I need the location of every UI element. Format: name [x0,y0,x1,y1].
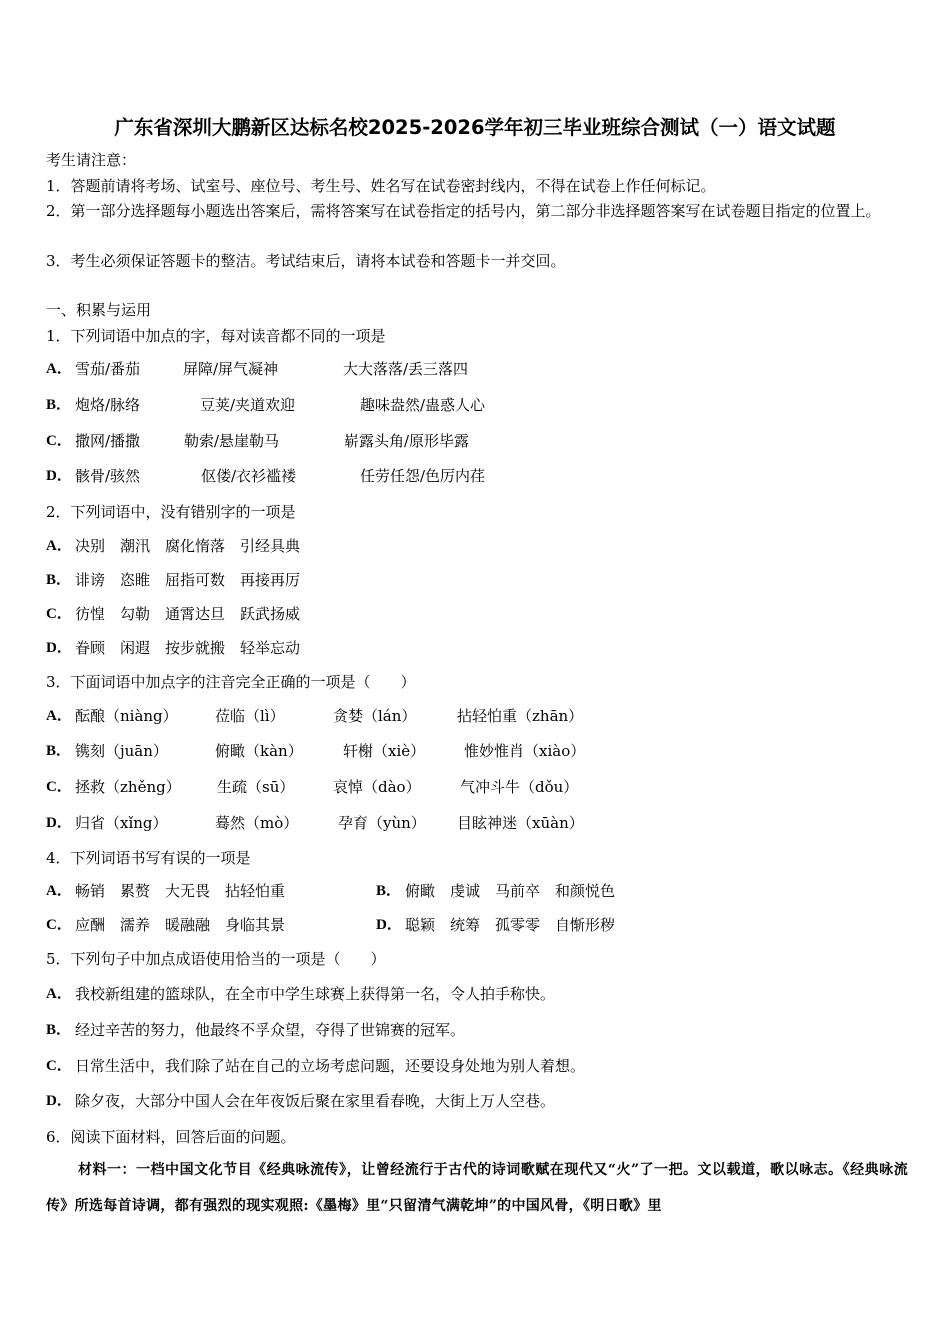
exam-page: 广东省深圳大鹏新区达标名校2025-2026学年初三毕业班综合测试（一）语文试题 考生请注意： 1．答题前请将考场、试室号、座位号、考生号、姓名写在试卷密封线内，不得在试卷上作任何标记。 2．第一部分选择题每小题选出答案后，需将答案写在试卷指定的括号内，第二部分非选择题答案写在试卷题目指定的位置上。 3．考生必须保证答题卡的整洁。考试结束后，请将本试卷和答题卡一并交回。 一、积累与运用 1．下列词语中加点的字，每对读音都不同的一项是 A． 雪茄/番茄 屏障/屏气凝神 大大落落/丢三落四 B． 炮烙/脉络 豆荚/夹道欢迎 趣味盎然/蛊惑人心 C． 撒网/播撒 勒索/悬崖勒马 崭露头角/原形毕露 D． 骸骨/骇然 伛偻/衣衫褴褛 任劳任怨/色厉内荏 2．下列词语中，没有错别字的一项是 A． 决别 潮汛 腐化惰落 引经具典 B． 诽谤 恣睢 屈指可数 再接再厉 C． 彷惶 勾勒 通霄达旦 跃武扬威 D． 眷顾 闲遐 按步就搬 轻举忘动 3．下面词语中加点字的注音完全正确的一项是（ ） A． 酝酿（niàng） 莅临（lì） 贪婪（lán） 拈轻怕重（zhān） B． 镌刻（juān） 俯瞰（kàn） 轩榭（xiè） 惟妙惟肖（xiào） C． 拯救（zhěng） 生疏（sū） 哀悼（dào） 气冲斗牛（dǒu） D． 归省（xǐng） 蓦然（mò） 孕育（yùn） 目眩神迷（xūàn） 4．下列词语书写有误的一项是 A． 畅销 累赘 大无畏 拈轻怕重 B． 俯瞰 虔诚 马前卒 和颜悦色 C． 应酬 濡养 暖融融 身临其景 D． 聪颖 统筹 孤零零 自惭形秽 5．下列句子中加点成语使用恰当的一项是（ ） A． 我校新组建的篮球队，在全市中学生球赛上获得第一名，令人拍手称快。 B． 经过辛苦的努力，他最终不孚众望，夺得了世锦赛的冠军。 C． 日常生活中，我们除了站在自己的立场考虑问题，还要设身处地为别人着想。 D． 除夕夜，大部分中国人会在年夜饭后聚在家里看春晚，大街上万人空巷。 6．阅读下面材料，回答后面的问题。 材料一：一档中国文化节目《经典咏流传》，让曾经流行于古代的诗词歌赋在现代又“火”了一把。文以载道，歌以咏志。《经典咏流传》所选每首诗调，都有强烈的现实观照:《墨梅》里“只留清气满乾坤”的中国风骨，《明日歌》里 [0,0,950,1344]
notice-item-1: 1．答题前请将考场、试室号、座位号、考生号、姓名写在试卷密封线内，不得在试卷上作任何标记。 [46,177,716,195]
question-4-stem: 4．下列词语书写有误的一项是 [46,849,251,867]
notice-item-3: 3．考生必须保证答题卡的整洁。考试结束后，请将本试卷和答题卡一并交回。 [46,252,566,270]
section-heading: 一、积累与运用 [46,301,152,319]
exam-title: 广东省深圳大鹏新区达标名校2025-2026学年初三毕业班综合测试（一）语文试题 [114,116,836,139]
question-5-stem: 5．下列句子中加点成语使用恰当的一项是（ ） [46,950,386,968]
question-1-stem: 1．下列词语中加点的字，每对读音都不同的一项是 [46,327,386,345]
question-3-stem: 3．下面词语中加点字的注音完全正确的一项是（ ） [46,673,416,691]
notice-item-2: 2．第一部分选择题每小题选出答案后，需将答案写在试卷指定的括号内，第二部分非选择题答案写在试卷题目指定的位置上。 [46,202,881,220]
question-6-stem: 6．阅读下面材料，回答后面的问题。 [46,1128,296,1146]
reading-material-1: 材料一：一档中国文化节目《经典咏流传》，让曾经流行于古代的诗词歌赋在现代又“火”了一把。文以载道，歌以咏志。《经典咏流传》所选每首诗调，都有强烈的现实观照:《墨梅》里“只留清气满乾坤”的中国风骨，《明日歌》里 [46,1162,908,1214]
question-2-stem: 2．下列词语中，没有错别字的一项是 [46,503,296,521]
notice-heading: 考生请注意： [46,151,137,169]
